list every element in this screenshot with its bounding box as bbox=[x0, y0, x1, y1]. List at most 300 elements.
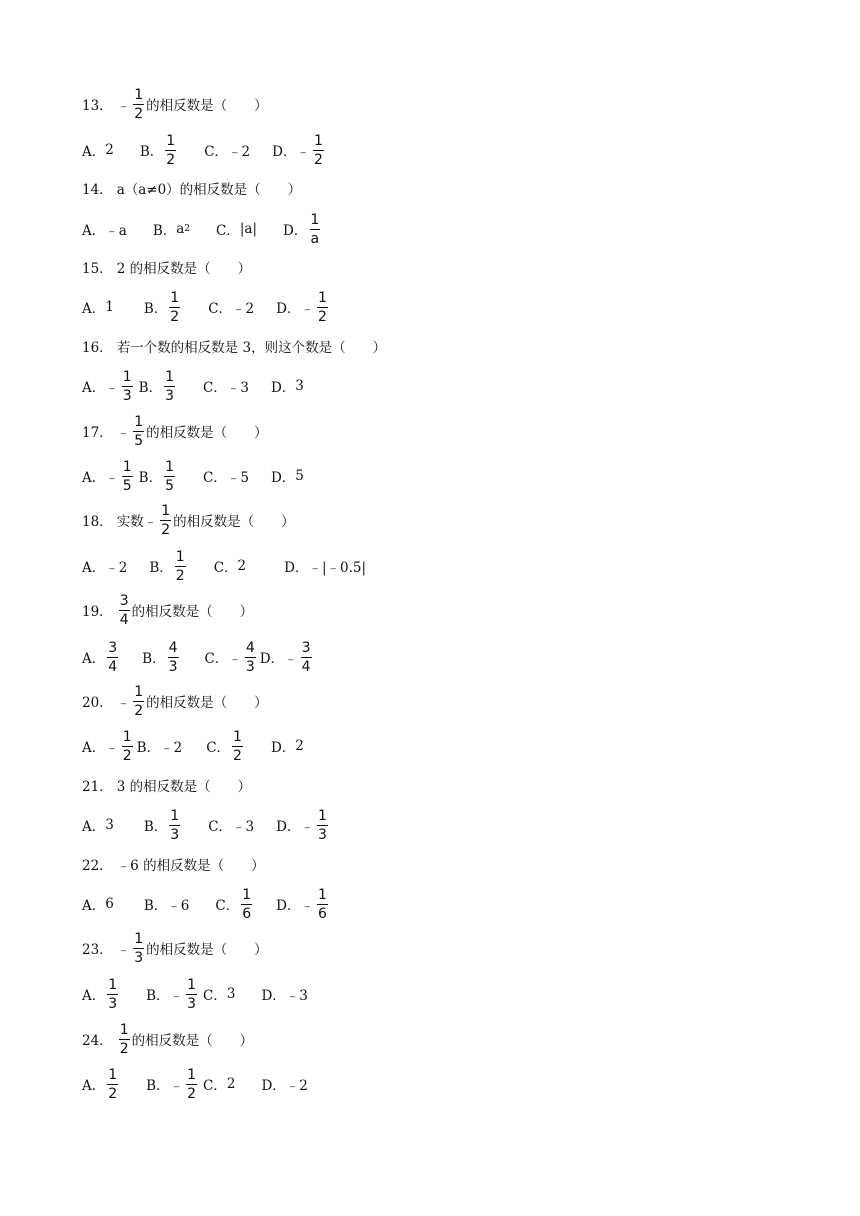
answer-options bbox=[82, 884, 330, 924]
fraction bbox=[169, 809, 180, 842]
answer-option[interactable] bbox=[215, 888, 254, 921]
fraction bbox=[317, 291, 328, 324]
answer-option[interactable] bbox=[214, 556, 246, 576]
fraction bbox=[169, 291, 180, 324]
answer-option[interactable] bbox=[139, 370, 177, 403]
answer-option[interactable] bbox=[261, 984, 307, 1004]
fraction-numerator: 1 bbox=[313, 132, 323, 149]
answer-option[interactable] bbox=[144, 291, 182, 324]
answer-option[interactable] bbox=[82, 815, 114, 835]
option-value: ﹣3 bbox=[285, 988, 308, 1004]
answer-option[interactable] bbox=[203, 466, 249, 486]
option-value: |a| bbox=[239, 221, 258, 237]
minus-sign: ﹣ bbox=[169, 1078, 184, 1094]
stem-text: 的相反数是（ ） bbox=[146, 98, 268, 114]
fraction bbox=[232, 730, 243, 763]
fraction-denominator: 2 bbox=[170, 308, 180, 325]
answer-options bbox=[82, 546, 366, 586]
option-label: B． bbox=[152, 223, 177, 239]
fraction-denominator: 3 bbox=[134, 949, 144, 966]
option-fraction bbox=[105, 1068, 120, 1101]
answer-option[interactable] bbox=[271, 736, 304, 756]
stem-fraction bbox=[117, 685, 146, 718]
fraction-numerator: 1 bbox=[310, 211, 320, 228]
option-label: C． bbox=[203, 470, 227, 486]
option-label: B． bbox=[149, 560, 173, 576]
option-label: C． bbox=[208, 819, 233, 835]
stem-text: 的相反数是（ ） bbox=[131, 1033, 254, 1049]
stem-text: 的相反数是（ ） bbox=[131, 604, 254, 620]
option-fraction bbox=[105, 641, 120, 674]
answer-option[interactable] bbox=[82, 460, 135, 493]
option-fraction bbox=[162, 460, 177, 493]
option-label: D． bbox=[270, 380, 296, 396]
fraction bbox=[241, 888, 252, 921]
option-value: ﹣2 bbox=[285, 1078, 308, 1094]
answer-option[interactable] bbox=[284, 556, 366, 576]
fraction-denominator: 5 bbox=[134, 432, 144, 449]
option-value: ﹣2 bbox=[232, 301, 255, 317]
option-label: B． bbox=[143, 301, 168, 317]
answer-options bbox=[82, 209, 322, 249]
answer-options bbox=[82, 456, 304, 496]
answer-option[interactable] bbox=[82, 641, 120, 674]
option-label: A． bbox=[82, 988, 106, 1004]
option-value: ﹣2 bbox=[105, 560, 128, 576]
answer-options bbox=[82, 366, 304, 406]
answer-options bbox=[82, 805, 330, 845]
option-label: C． bbox=[203, 380, 227, 396]
answer-option[interactable] bbox=[261, 1074, 307, 1094]
fraction-denominator: 3 bbox=[317, 826, 327, 843]
option-value: ﹣a bbox=[105, 223, 127, 239]
fraction-numerator: 1 bbox=[187, 1066, 197, 1083]
option-label: B． bbox=[146, 988, 170, 1004]
fraction-denominator: 2 bbox=[187, 1085, 197, 1102]
fraction bbox=[133, 932, 144, 965]
fraction-denominator: 5 bbox=[165, 477, 175, 494]
option-value: 2 bbox=[295, 738, 304, 754]
option-label: B． bbox=[138, 470, 163, 486]
fraction-numerator: 1 bbox=[122, 368, 132, 385]
option-label: B． bbox=[138, 380, 163, 396]
option-label: A． bbox=[82, 470, 106, 486]
question-number: 16． bbox=[82, 340, 113, 356]
answer-option[interactable] bbox=[82, 297, 114, 317]
answer-option[interactable] bbox=[82, 894, 114, 914]
stem-text: 3 的相反数是（ ） bbox=[116, 779, 252, 795]
option-value: 1 bbox=[105, 299, 114, 315]
answer-options bbox=[82, 287, 330, 327]
fraction-denominator: 4 bbox=[301, 658, 311, 675]
answer-option[interactable] bbox=[272, 134, 326, 167]
stem-text: 的相反数是（ ） bbox=[146, 695, 268, 711]
question-number: 17． bbox=[82, 425, 113, 441]
answer-option[interactable] bbox=[82, 556, 127, 576]
question-number: 15． bbox=[82, 261, 113, 277]
fraction bbox=[164, 460, 175, 493]
answer-option[interactable] bbox=[260, 641, 314, 674]
question-number: 19． bbox=[82, 604, 113, 620]
option-fraction bbox=[166, 641, 181, 674]
fraction-numerator: 1 bbox=[166, 132, 176, 149]
option-label: C． bbox=[208, 301, 233, 317]
fraction bbox=[168, 641, 179, 674]
fraction-numerator: 1 bbox=[134, 683, 144, 700]
option-fraction bbox=[105, 978, 120, 1011]
option-fraction bbox=[167, 809, 182, 842]
option-label: D． bbox=[270, 470, 296, 486]
option-label: D． bbox=[276, 819, 301, 835]
fraction bbox=[122, 370, 133, 403]
option-label: B． bbox=[139, 144, 164, 160]
minus-sign: ﹣ bbox=[116, 695, 131, 711]
fraction-numerator: 1 bbox=[134, 86, 144, 103]
option-value: ﹣5 bbox=[226, 470, 249, 486]
option-label: C． bbox=[203, 988, 227, 1004]
fraction-denominator: 2 bbox=[161, 521, 171, 538]
question-number: 13． bbox=[82, 98, 113, 114]
answer-option[interactable] bbox=[146, 1068, 199, 1101]
question-number: 22． bbox=[82, 858, 113, 874]
stem-fraction bbox=[117, 1023, 132, 1056]
option-fraction bbox=[300, 809, 329, 842]
fraction bbox=[107, 641, 118, 674]
question-stem bbox=[82, 590, 253, 630]
question-number: 24． bbox=[82, 1033, 113, 1049]
fraction bbox=[133, 685, 144, 718]
fraction bbox=[107, 1068, 118, 1101]
minus-sign: ﹣ bbox=[116, 942, 131, 958]
option-fraction bbox=[105, 370, 134, 403]
option-label: D． bbox=[276, 898, 301, 914]
option-label: B． bbox=[143, 898, 168, 914]
fraction-numerator: 1 bbox=[134, 413, 144, 430]
fraction-denominator: 2 bbox=[134, 105, 144, 122]
option-label: C． bbox=[204, 651, 229, 667]
fraction-denominator: 2 bbox=[166, 151, 176, 168]
option-label: C． bbox=[213, 560, 238, 576]
answer-option[interactable] bbox=[271, 376, 304, 396]
minus-sign: ﹣ bbox=[105, 380, 119, 396]
stem-text: 2 的相反数是（ ） bbox=[116, 261, 252, 277]
stem-fraction bbox=[117, 594, 132, 627]
answer-options bbox=[82, 1064, 308, 1104]
option-label: A． bbox=[82, 651, 106, 667]
fraction-numerator: 3 bbox=[301, 639, 311, 656]
option-value: a bbox=[176, 221, 185, 237]
question-number: 23． bbox=[82, 942, 113, 958]
fraction-denominator: 2 bbox=[134, 702, 144, 719]
option-label: B． bbox=[143, 819, 168, 835]
fraction-denominator: 2 bbox=[122, 747, 132, 764]
answer-option[interactable] bbox=[276, 291, 330, 324]
question-number: 18． bbox=[82, 514, 113, 530]
fraction-denominator: 4 bbox=[119, 611, 129, 628]
stem-text: 的相反数是（ ） bbox=[146, 425, 268, 441]
option-label: D． bbox=[284, 560, 309, 576]
option-label: A． bbox=[82, 898, 106, 914]
fraction-numerator: 1 bbox=[108, 1066, 118, 1083]
answer-option[interactable] bbox=[276, 888, 330, 921]
option-label: C． bbox=[204, 144, 229, 160]
option-label: D． bbox=[261, 1078, 286, 1094]
option-value: 3 bbox=[226, 986, 236, 1002]
minus-sign: ﹣ bbox=[116, 98, 131, 114]
answer-option[interactable] bbox=[205, 641, 258, 674]
answer-option[interactable] bbox=[208, 815, 254, 835]
fraction-numerator: 1 bbox=[134, 930, 144, 947]
question-stem bbox=[82, 1019, 253, 1059]
answer-option[interactable] bbox=[206, 730, 245, 763]
fraction-numerator: 1 bbox=[122, 728, 132, 745]
option-label: D． bbox=[272, 144, 297, 160]
fraction bbox=[133, 415, 144, 448]
fraction-numerator: 1 bbox=[165, 458, 175, 475]
option-label: D． bbox=[276, 301, 301, 317]
option-label: C． bbox=[216, 223, 240, 239]
fraction-numerator: 1 bbox=[233, 728, 242, 745]
fraction-denominator: 2 bbox=[317, 308, 327, 325]
fraction-numerator: 1 bbox=[242, 886, 252, 903]
answer-option[interactable] bbox=[139, 460, 177, 493]
fraction-numerator: 1 bbox=[175, 548, 185, 565]
option-label: A． bbox=[82, 301, 106, 317]
question-stem bbox=[82, 411, 268, 451]
minus-sign: ﹣ bbox=[169, 988, 184, 1004]
option-label: C． bbox=[206, 740, 231, 756]
option-label: B． bbox=[136, 740, 161, 756]
option-value: 2 bbox=[105, 142, 114, 158]
option-fraction bbox=[105, 460, 134, 493]
fraction bbox=[119, 1023, 130, 1056]
option-label: C． bbox=[215, 898, 240, 914]
fraction bbox=[301, 641, 312, 674]
fraction-denominator: 2 bbox=[108, 1085, 118, 1102]
option-fraction bbox=[300, 888, 329, 921]
fraction bbox=[119, 594, 130, 627]
fraction-numerator: 1 bbox=[108, 976, 118, 993]
answer-option[interactable] bbox=[137, 736, 183, 756]
option-fraction bbox=[239, 888, 254, 921]
answer-option[interactable] bbox=[144, 894, 190, 914]
answer-option[interactable] bbox=[82, 370, 135, 403]
answer-option[interactable] bbox=[82, 140, 114, 160]
minus-sign: ﹣ bbox=[116, 425, 131, 441]
answer-option[interactable] bbox=[82, 219, 127, 239]
option-label: A． bbox=[82, 144, 106, 160]
answer-option[interactable] bbox=[82, 978, 120, 1011]
fraction bbox=[107, 978, 118, 1011]
question-stem bbox=[82, 247, 251, 287]
question-stem bbox=[82, 844, 265, 884]
fraction-numerator: 3 bbox=[119, 592, 129, 609]
fraction-denominator: 3 bbox=[187, 995, 197, 1012]
fraction bbox=[317, 809, 328, 842]
option-label: A． bbox=[82, 223, 106, 239]
fraction bbox=[165, 134, 176, 167]
fraction-denominator: 2 bbox=[313, 151, 323, 168]
answer-options bbox=[82, 130, 326, 170]
fraction-denominator: 2 bbox=[119, 1040, 129, 1057]
fraction-numerator: 4 bbox=[245, 639, 255, 656]
question-stem bbox=[82, 928, 268, 968]
fraction bbox=[186, 978, 197, 1011]
fraction-numerator: 1 bbox=[317, 886, 327, 903]
answer-option[interactable] bbox=[208, 297, 254, 317]
fraction-numerator: 1 bbox=[187, 976, 197, 993]
question-stem bbox=[82, 168, 301, 208]
stem-fraction bbox=[117, 88, 146, 121]
option-label: A． bbox=[82, 560, 106, 576]
fraction-denominator: 4 bbox=[108, 658, 118, 675]
answer-option[interactable] bbox=[82, 1068, 120, 1101]
option-fraction bbox=[105, 730, 134, 763]
question-number: 20． bbox=[82, 695, 113, 711]
fraction bbox=[175, 550, 186, 583]
fraction-numerator: 1 bbox=[122, 458, 132, 475]
stem-text: a（a≠0）的相反数是（ ） bbox=[116, 182, 302, 198]
option-value: 2 bbox=[226, 1076, 236, 1092]
option-label: A． bbox=[82, 1078, 106, 1094]
fraction bbox=[164, 370, 175, 403]
option-fraction bbox=[167, 291, 182, 324]
option-fraction bbox=[228, 641, 257, 674]
fraction bbox=[245, 641, 256, 674]
fraction-denominator: 6 bbox=[317, 905, 327, 922]
answer-option[interactable] bbox=[203, 376, 249, 396]
question-stem bbox=[82, 326, 386, 366]
answer-options bbox=[82, 974, 308, 1014]
answer-options bbox=[82, 726, 304, 766]
option-fraction bbox=[284, 641, 313, 674]
answer-option[interactable] bbox=[216, 219, 257, 239]
stem-text: 的相反数是（ ） bbox=[173, 514, 295, 530]
question-number: 21． bbox=[82, 779, 113, 795]
option-value: ﹣2 bbox=[160, 740, 183, 756]
option-value: 3 bbox=[295, 378, 304, 394]
fraction-numerator: 1 bbox=[170, 289, 180, 306]
fraction-denominator: a bbox=[310, 230, 320, 247]
stem-text: ﹣6 的相反数是（ ） bbox=[116, 858, 265, 874]
fraction-numerator: 4 bbox=[168, 639, 178, 656]
minus-sign: ﹣ bbox=[300, 898, 314, 914]
answer-option[interactable] bbox=[203, 984, 235, 1004]
answer-option[interactable] bbox=[149, 550, 187, 583]
question-stem bbox=[82, 500, 295, 540]
minus-sign: ﹣ bbox=[300, 301, 314, 317]
stem-text: 的相反数是（ ） bbox=[146, 942, 268, 958]
option-label: A． bbox=[82, 740, 106, 756]
answer-option[interactable] bbox=[140, 134, 178, 167]
fraction-denominator: 3 bbox=[108, 995, 118, 1012]
option-fraction bbox=[162, 370, 177, 403]
answer-option[interactable] bbox=[82, 730, 135, 763]
minus-sign: ﹣ bbox=[300, 819, 314, 835]
answer-option[interactable] bbox=[146, 978, 199, 1011]
fraction-numerator: 1 bbox=[165, 368, 175, 385]
option-label: D． bbox=[259, 651, 285, 667]
stem-fraction bbox=[117, 415, 146, 448]
question-stem bbox=[82, 765, 251, 805]
answer-option[interactable] bbox=[204, 140, 250, 160]
answer-option[interactable] bbox=[271, 466, 304, 486]
fraction-denominator: 5 bbox=[122, 477, 132, 494]
answer-option[interactable] bbox=[144, 809, 182, 842]
minus-sign: ﹣ bbox=[228, 651, 242, 667]
fraction-denominator: 6 bbox=[242, 905, 252, 922]
option-label: A． bbox=[82, 380, 106, 396]
question-stem bbox=[82, 84, 268, 124]
stem-text: 实数 bbox=[116, 514, 144, 530]
fraction-denominator: 3 bbox=[170, 826, 180, 843]
option-value: ﹣2 bbox=[228, 144, 251, 160]
question-number: 14． bbox=[82, 182, 113, 198]
option-value: ﹣3 bbox=[226, 380, 249, 396]
answer-option[interactable] bbox=[276, 809, 330, 842]
fraction bbox=[317, 888, 328, 921]
fraction-numerator: 1 bbox=[317, 807, 327, 824]
option-value: ﹣3 bbox=[232, 819, 255, 835]
minus-sign: ﹣ bbox=[143, 514, 158, 530]
fraction-numerator: 1 bbox=[161, 502, 171, 519]
stem-fraction bbox=[117, 932, 146, 965]
option-label: D． bbox=[261, 988, 286, 1004]
answer-option[interactable] bbox=[203, 1074, 235, 1094]
option-fraction bbox=[300, 291, 329, 324]
answer-options bbox=[82, 637, 314, 677]
option-fraction bbox=[296, 134, 325, 167]
minus-sign: ﹣ bbox=[284, 651, 298, 667]
fraction-numerator: 3 bbox=[108, 639, 118, 656]
option-fraction bbox=[163, 134, 178, 167]
option-label: A． bbox=[82, 819, 106, 835]
option-label: C． bbox=[203, 1078, 227, 1094]
option-value: ﹣|﹣0.5| bbox=[308, 560, 367, 576]
answer-option[interactable] bbox=[142, 641, 180, 674]
fraction-numerator: 1 bbox=[170, 807, 180, 824]
minus-sign: ﹣ bbox=[296, 144, 310, 160]
stem-fraction bbox=[144, 504, 173, 537]
fraction-numerator: 1 bbox=[119, 1021, 129, 1038]
minus-sign: ﹣ bbox=[105, 740, 119, 756]
fraction-denominator: 3 bbox=[122, 387, 132, 404]
answer-option[interactable] bbox=[283, 213, 322, 246]
fraction bbox=[186, 1068, 197, 1101]
fraction-denominator: 3 bbox=[165, 387, 175, 404]
option-label: D． bbox=[283, 223, 308, 239]
fraction-denominator: 2 bbox=[175, 567, 185, 584]
option-fraction bbox=[170, 1068, 199, 1101]
option-fraction bbox=[173, 550, 188, 583]
option-value: 2 bbox=[237, 558, 247, 574]
fraction-denominator: 2 bbox=[233, 747, 242, 764]
fraction-denominator: 3 bbox=[168, 658, 178, 675]
option-label: D． bbox=[270, 740, 296, 756]
option-fraction bbox=[170, 978, 199, 1011]
option-fraction bbox=[307, 213, 322, 246]
answer-option[interactable]: B． a 2 bbox=[152, 221, 191, 239]
option-value: 3 bbox=[105, 817, 114, 833]
stem-text: 若一个数的相反数是 3，则这个数是（ ） bbox=[116, 340, 387, 356]
fraction-denominator: 3 bbox=[245, 658, 255, 675]
fraction-numerator: 1 bbox=[317, 289, 327, 306]
option-value: ﹣6 bbox=[167, 898, 190, 914]
fraction bbox=[313, 134, 324, 167]
option-label: B． bbox=[146, 1078, 170, 1094]
fraction bbox=[122, 460, 133, 493]
fraction bbox=[309, 213, 320, 246]
